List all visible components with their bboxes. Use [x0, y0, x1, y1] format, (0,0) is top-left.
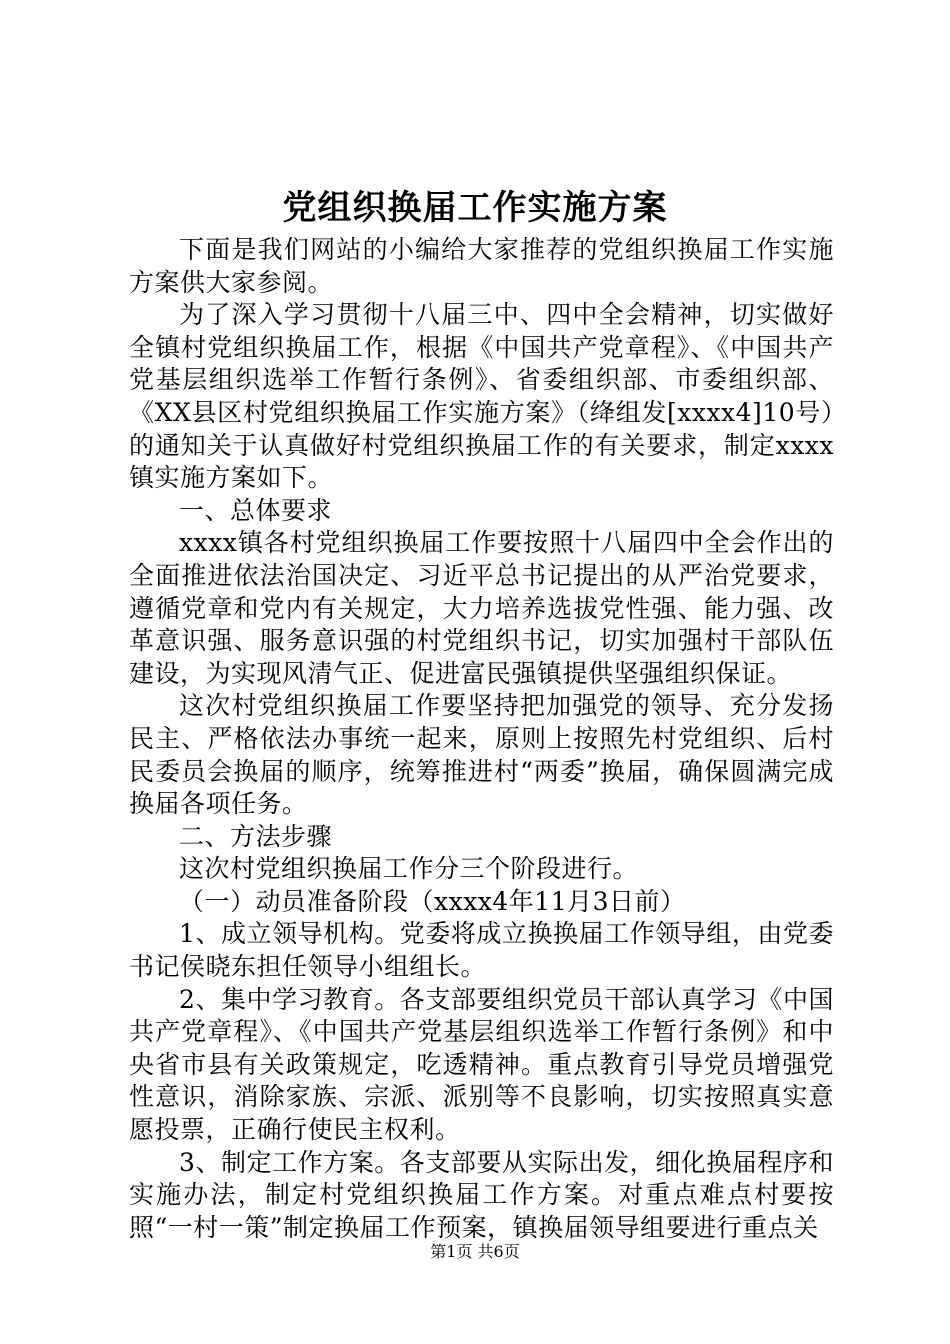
section-heading-general-requirements: 一、总体要求 — [179, 495, 333, 525]
paragraph-general-requirements: xxxx镇各村党组织换届工作要按照十八届四中全会作出的全面推进依法治国决定、习近平总书记提出的从严治党要求，遵循党章和党内有关规定，大力培养选拔党性强、能力强、改革意识强、服务意识强的村党组织书记，切实加强村干部队伍建设，为实现风清气正、促进富民强镇提供坚强组织保证。 — [129, 528, 834, 688]
paragraph-step-2: 2、集中学习教育。各支部要组织党员干部认真学习《中国共产党章程》、《中国共产党基层组织选举工作暂行条例》和中央省市县有关政策规定，吃透精神。重点教育引导党员增强党性意识，消除家族、宗派、派别等不良影响，切实按照真实意愿投票，正确行使民主权利。 — [129, 984, 834, 1145]
document-title: 党组织换届工作实施方案 — [282, 188, 668, 228]
paragraph-intro: 下面是我们网站的小编给大家推荐的党组织换届工作实施方案供大家参阅。 — [129, 235, 834, 297]
paragraph-purpose: 为了深入学习贯彻十八届三中、四中全会精神，切实做好全镇村党组织换届工作，根据《中国共产党章程》、《中国共产党基层组织选举工作暂行条例》、省委组织部、市委组织部、《XX县区村党组织换届工作实施方案》（绛组发[xxxx4]10号）的通知关于认真做好村党组织换届工作的有关要求，制定xxxx镇实施方案如下。 — [129, 300, 834, 493]
subsection-heading-preparation-stage: （一）动员准备阶段（xxxx4年11月3日前） — [179, 886, 686, 916]
section-heading-method-steps: 二、方法步骤 — [179, 821, 333, 851]
paragraph-step-3: 3、制定工作方案。各支部要从实际出发，细化换届程序和实施办法，制定村党组织换届工作方案。对重点难点村要按照“一村一策”制定换届工作预案，镇换届领导组要进行重点关 — [129, 1147, 834, 1242]
document-body — [129, 234, 834, 1244]
paragraph-principles: 这次村党组织换届工作要坚持把加强党的领导、充分发扬民主、严格依法办事统一起来，原则上按照先村党组织、后村民委员会换届的顺序，统筹推进村“两委”换届，确保圆满完成换届各项任务。 — [129, 691, 834, 819]
paragraph-three-stages: 这次村党组织换届工作分三个阶段进行。 — [179, 854, 639, 884]
page-number-footer: 第1页 共6页 — [430, 1242, 520, 1261]
paragraph-step-1: 1、成立领导机构。党委将成立换换届工作领导组，由党委书记侯晓东担任领导小组组长。 — [129, 919, 834, 982]
